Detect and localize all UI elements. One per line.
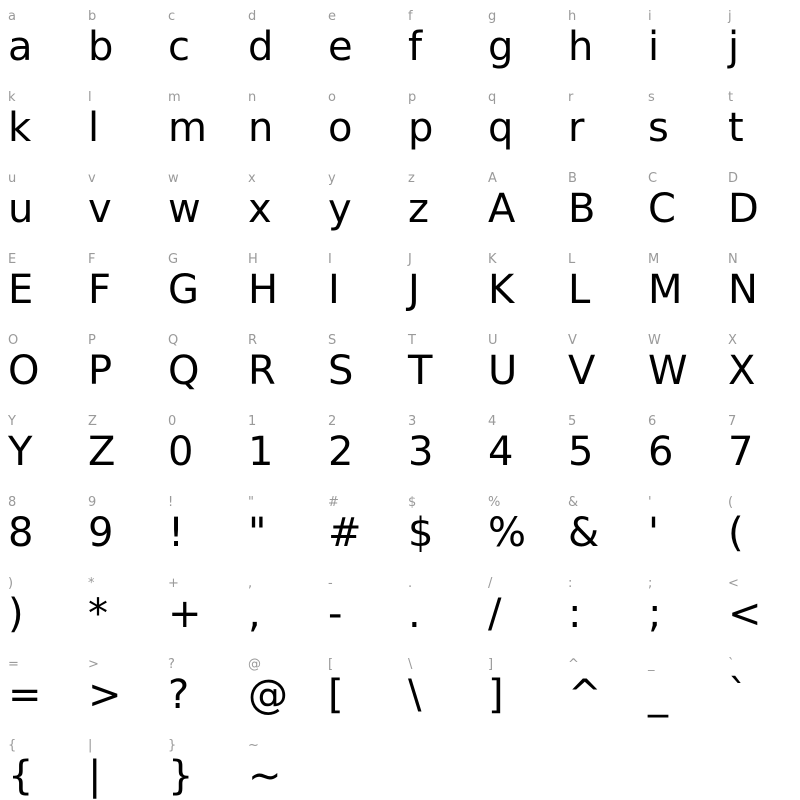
glyph-cell-label: 9: [88, 495, 97, 510]
glyph-cell: [640, 573, 720, 654]
glyph-cell-character: U: [488, 348, 518, 394]
glyph-cell-character: ~: [248, 753, 282, 799]
glyph-cell: [640, 330, 720, 411]
glyph-cell: [560, 6, 640, 87]
glyph-cell-character: :: [568, 591, 582, 637]
glyph-cell-label: V: [568, 333, 577, 348]
glyph-cell-character: @: [248, 672, 288, 718]
glyph-cell: [640, 87, 720, 168]
glyph-cell-label: W: [648, 333, 661, 348]
glyph-cell: [320, 6, 400, 87]
glyph-cell-label: g: [488, 9, 497, 24]
glyph-cell-character: %: [488, 510, 527, 556]
glyph-cell: [160, 492, 240, 573]
glyph-cell: [720, 168, 800, 249]
glyph-cell-label: G: [168, 252, 179, 267]
glyph-cell-character: i: [648, 24, 660, 70]
glyph-cell: [0, 6, 80, 87]
glyph-cell-label: A: [488, 171, 497, 186]
glyph-cell-label: l: [88, 90, 92, 105]
glyph-cell-label: d: [248, 9, 257, 24]
glyph-cell-label: n: [248, 90, 257, 105]
glyph-cell-character: B: [568, 186, 596, 232]
glyph-cell-character: 4: [488, 429, 514, 475]
glyph-cell-label: x: [248, 171, 256, 186]
glyph-cell-label: .: [408, 576, 413, 591]
glyph-cell: [320, 87, 400, 168]
glyph-cell-label: <: [728, 576, 739, 591]
glyph-cell-label: C: [648, 171, 658, 186]
glyph-cell-character: F: [88, 267, 112, 313]
glyph-cell-character: C: [648, 186, 676, 232]
glyph-cell: [560, 654, 640, 735]
glyph-cell-character: 2: [328, 429, 354, 475]
glyph-cell: [560, 492, 640, 573]
glyph-cell: [480, 573, 560, 654]
glyph-cell-label: k: [8, 90, 16, 105]
glyph-cell-character: /: [488, 591, 502, 637]
glyph-cell: [400, 411, 480, 492]
glyph-cell-label: y: [328, 171, 336, 186]
glyph-cell-character: ?: [168, 672, 190, 718]
glyph-cell: [80, 87, 160, 168]
glyph-cell: [400, 6, 480, 87]
glyph-cell-character: -: [328, 591, 343, 637]
glyph-cell-label: U: [488, 333, 498, 348]
glyph-cell-character: h: [568, 24, 594, 70]
glyph-cell-character: b: [88, 24, 114, 70]
glyph-cell-label: @: [248, 657, 261, 672]
glyph-cell-character: X: [728, 348, 756, 394]
glyph-cell-label: b: [88, 9, 97, 24]
glyph-cell-label: F: [88, 252, 96, 267]
glyph-cell: [400, 654, 480, 735]
glyph-cell-character: [: [328, 672, 344, 718]
glyph-cell-character: !: [168, 510, 185, 556]
glyph-cell: [80, 411, 160, 492]
glyph-cell-label: p: [408, 90, 417, 105]
glyph-cell: [720, 492, 800, 573]
glyph-cell-character: 8: [8, 510, 34, 556]
glyph-cell-label: #: [328, 495, 339, 510]
glyph-cell-label: $: [408, 495, 417, 510]
glyph-cell-label: r: [568, 90, 574, 105]
glyph-cell: [80, 249, 160, 330]
glyph-cell-label: D: [728, 171, 739, 186]
glyph-cell-character: J: [408, 267, 420, 313]
glyph-cell: [480, 330, 560, 411]
glyph-cell: [640, 654, 720, 735]
glyph-cell-character: t: [728, 105, 744, 151]
glyph-cell: [640, 411, 720, 492]
glyph-cell-label: f: [408, 9, 413, 24]
glyph-cell-label: +: [168, 576, 179, 591]
glyph-cell-label: |: [88, 738, 93, 753]
glyph-cell-character: l: [88, 105, 100, 151]
glyph-cell-label: B: [568, 171, 577, 186]
glyph-cell: [480, 735, 560, 800]
glyph-cell: [160, 411, 240, 492]
glyph-cell-character: n: [248, 105, 274, 151]
glyph-cell: [0, 654, 80, 735]
glyph-cell-label: J: [408, 252, 412, 267]
glyph-cell-character: |: [88, 753, 102, 799]
glyph-cell: [80, 492, 160, 573]
glyph-cell: [160, 6, 240, 87]
glyph-cell: [640, 249, 720, 330]
glyph-cell-character: d: [248, 24, 274, 70]
glyph-cell-character: L: [568, 267, 591, 313]
glyph-cell-label: !: [168, 495, 174, 510]
glyph-cell-character: (: [728, 510, 744, 556]
glyph-cell-character: ^: [568, 672, 602, 718]
glyph-cell-label: %: [488, 495, 501, 510]
glyph-cell: [240, 411, 320, 492]
glyph-cell-character: V: [568, 348, 596, 394]
glyph-cell: [720, 6, 800, 87]
glyph-cell-character: D: [728, 186, 759, 232]
glyph-cell-character: 1: [248, 429, 274, 475]
glyph-cell-label: /: [488, 576, 493, 591]
glyph-cell-label: (: [728, 495, 734, 510]
glyph-cell-character: $: [408, 510, 434, 556]
glyph-cell: [720, 87, 800, 168]
glyph-cell-character: y: [328, 186, 352, 232]
glyph-cell: [240, 87, 320, 168]
glyph-cell-label: ^: [568, 657, 579, 672]
glyph-cell-label: T: [408, 333, 416, 348]
glyph-cell-label: Y: [8, 414, 16, 429]
glyph-cell-character: *: [88, 591, 108, 637]
glyph-cell: [240, 492, 320, 573]
glyph-cell-label: M: [648, 252, 660, 267]
glyph-cell-character: .: [408, 591, 421, 637]
glyph-cell-label: Q: [168, 333, 179, 348]
glyph-cell: [480, 492, 560, 573]
glyph-cell-label: \: [408, 657, 413, 672]
glyph-cell: [240, 654, 320, 735]
glyph-cell: [0, 168, 80, 249]
glyph-cell-character: w: [168, 186, 201, 232]
glyph-cell: [240, 573, 320, 654]
glyph-cell: [560, 87, 640, 168]
glyph-cell-label: 7: [728, 414, 737, 429]
glyph-cell-character: f: [408, 24, 423, 70]
glyph-cell-label: o: [328, 90, 336, 105]
glyph-cell: [240, 168, 320, 249]
glyph-cell-character: x: [248, 186, 272, 232]
glyph-cell: [320, 330, 400, 411]
glyph-cell-label: 5: [568, 414, 577, 429]
glyph-cell-label: q: [488, 90, 497, 105]
glyph-cell-character: #: [328, 510, 362, 556]
glyph-cell-character: ]: [488, 672, 504, 718]
glyph-cell-label: 6: [648, 414, 657, 429]
glyph-cell: [320, 573, 400, 654]
glyph-cell-label: ?: [168, 657, 175, 672]
glyph-cell-label: t: [728, 90, 734, 105]
glyph-cell-label: ': [648, 495, 652, 510]
glyph-cell: [560, 168, 640, 249]
glyph-cell-label: 0: [168, 414, 177, 429]
glyph-cell-character: g: [488, 24, 514, 70]
glyph-cell: [320, 168, 400, 249]
glyph-cell: [240, 249, 320, 330]
glyph-cell: [80, 735, 160, 800]
glyph-cell-character: W: [648, 348, 688, 394]
glyph-cell-label: P: [88, 333, 96, 348]
glyph-cell: [160, 87, 240, 168]
glyph-cell-label: I: [328, 252, 332, 267]
glyph-cell-label: O: [8, 333, 19, 348]
glyph-cell-label: u: [8, 171, 17, 186]
glyph-cell-label: c: [168, 9, 176, 24]
glyph-cell: [0, 573, 80, 654]
glyph-cell-label: E: [8, 252, 17, 267]
glyph-cell-character: ": [248, 510, 267, 556]
glyph-cell-character: ,: [248, 591, 261, 637]
glyph-cell-label: 1: [248, 414, 257, 429]
glyph-cell: [320, 492, 400, 573]
glyph-cell-character: 7: [728, 429, 754, 475]
glyph-cell-label: e: [328, 9, 336, 24]
glyph-cell-label: 4: [488, 414, 497, 429]
glyph-cell-label: N: [728, 252, 738, 267]
glyph-cell: [480, 249, 560, 330]
glyph-cell-character: H: [248, 267, 279, 313]
glyph-cell: [0, 492, 80, 573]
glyph-cell: [0, 735, 80, 800]
glyph-cell: [80, 168, 160, 249]
glyph-cell-label: ): [8, 576, 14, 591]
glyph-cell: [480, 87, 560, 168]
glyph-cell: [160, 735, 240, 800]
glyph-cell: [400, 249, 480, 330]
glyph-cell-label: -: [328, 576, 333, 591]
glyph-cell: [240, 735, 320, 800]
glyph-cell: [720, 735, 800, 800]
glyph-cell: [560, 330, 640, 411]
glyph-cell: [160, 168, 240, 249]
glyph-cell-character: _: [648, 672, 668, 718]
glyph-cell-label: H: [248, 252, 258, 267]
glyph-cell-label: S: [328, 333, 337, 348]
glyph-cell-character: =: [8, 672, 42, 718]
glyph-cell-character: ': [648, 510, 659, 556]
glyph-cell-character: k: [8, 105, 32, 151]
glyph-cell-character: 9: [88, 510, 114, 556]
glyph-cell-character: K: [488, 267, 515, 313]
glyph-cell-character: Q: [168, 348, 200, 394]
glyph-cell-character: a: [8, 24, 33, 70]
glyph-cell: [80, 6, 160, 87]
glyph-cell-character: Z: [88, 429, 116, 475]
glyph-cell-label: 3: [408, 414, 417, 429]
glyph-cell: [400, 168, 480, 249]
glyph-cell-label: [: [328, 657, 334, 672]
glyph-cell-label: ;: [648, 576, 653, 591]
glyph-cell: [0, 249, 80, 330]
glyph-cell-character: v: [88, 186, 112, 232]
glyph-cell-label: v: [88, 171, 96, 186]
glyph-cell: [320, 654, 400, 735]
glyph-cell-label: {: [8, 738, 17, 753]
glyph-cell-character: u: [8, 186, 34, 232]
glyph-cell-label: ~: [248, 738, 259, 753]
glyph-cell: [640, 492, 720, 573]
glyph-cell-character: o: [328, 105, 353, 151]
glyph-cell: [80, 654, 160, 735]
glyph-cell: [720, 249, 800, 330]
glyph-cell-character: m: [168, 105, 207, 151]
glyph-cell: [400, 87, 480, 168]
glyph-cell: [560, 573, 640, 654]
glyph-cell: [160, 654, 240, 735]
glyph-cell: [720, 573, 800, 654]
glyph-cell-character: z: [408, 186, 429, 232]
glyph-cell-character: q: [488, 105, 514, 151]
glyph-cell-label: ,: [248, 576, 253, 591]
glyph-cell: [80, 330, 160, 411]
glyph-cell: [480, 6, 560, 87]
glyph-cell-label: i: [648, 9, 652, 24]
glyph-cell-character: 0: [168, 429, 194, 475]
glyph-cell: [400, 330, 480, 411]
glyph-cell-label: w: [168, 171, 179, 186]
glyph-cell-character: E: [8, 267, 34, 313]
glyph-cell-label: }: [168, 738, 177, 753]
glyph-cell-character: >: [88, 672, 122, 718]
glyph-cell: [480, 411, 560, 492]
glyph-cell-character: s: [648, 105, 669, 151]
glyph-cell-label: R: [248, 333, 258, 348]
glyph-cell-label: Z: [88, 414, 97, 429]
glyph-cell-character: {: [8, 753, 34, 799]
glyph-cell-character: `: [728, 672, 748, 718]
glyph-cell-label: 8: [8, 495, 17, 510]
glyph-cell: [560, 411, 640, 492]
glyph-cell: [720, 411, 800, 492]
glyph-cell-character: }: [168, 753, 194, 799]
glyph-cell: [400, 492, 480, 573]
glyph-cell-label: *: [88, 576, 95, 591]
glyph-cell-label: ]: [488, 657, 494, 672]
glyph-cell-character: G: [168, 267, 199, 313]
glyph-cell: [720, 654, 800, 735]
glyph-cell: [320, 249, 400, 330]
glyph-cell-label: X: [728, 333, 737, 348]
glyph-cell-character: \: [408, 672, 422, 718]
glyph-cell-label: =: [8, 657, 19, 672]
glyph-cell-character: N: [728, 267, 758, 313]
glyph-cell-character: +: [168, 591, 202, 637]
glyph-cell: [240, 330, 320, 411]
glyph-cell-character: R: [248, 348, 276, 394]
glyph-cell-character: ): [8, 591, 24, 637]
glyph-cell-character: S: [328, 348, 354, 394]
glyph-cell: [0, 87, 80, 168]
glyph-cell-character: &: [568, 510, 600, 556]
glyph-cell-character: <: [728, 591, 762, 637]
glyph-cell-label: ": [248, 495, 254, 510]
glyph-cell-character: M: [648, 267, 683, 313]
glyph-cell-label: &: [568, 495, 579, 510]
glyph-cell-character: c: [168, 24, 190, 70]
glyph-cell-label: z: [408, 171, 415, 186]
glyph-cell-label: 2: [328, 414, 337, 429]
glyph-cell-character: P: [88, 348, 113, 394]
glyph-cell-label: h: [568, 9, 577, 24]
glyph-cell: [240, 6, 320, 87]
glyph-cell-character: 5: [568, 429, 594, 475]
glyph-cell-label: _: [648, 657, 655, 672]
glyph-cell-label: K: [488, 252, 497, 267]
glyph-cell-character: I: [328, 267, 340, 313]
glyph-cell: [560, 249, 640, 330]
glyph-cell-character: O: [8, 348, 40, 394]
glyph-cell: [720, 330, 800, 411]
glyph-cell-label: `: [728, 657, 735, 672]
glyph-cell-label: a: [8, 9, 16, 24]
glyph-cell-label: :: [568, 576, 573, 591]
glyph-cell: [480, 168, 560, 249]
glyph-cell-character: p: [408, 105, 434, 151]
glyph-cell-label: m: [168, 90, 181, 105]
glyph-cell: [400, 735, 480, 800]
glyph-cell-character: T: [408, 348, 433, 394]
glyph-cell: [320, 735, 400, 800]
glyph-cell: [400, 573, 480, 654]
glyph-cell-character: 3: [408, 429, 434, 475]
glyph-cell: [80, 573, 160, 654]
glyph-cell: [640, 735, 720, 800]
glyph-cell-character: A: [488, 186, 516, 232]
glyph-cell-label: s: [648, 90, 655, 105]
glyph-cell: [640, 6, 720, 87]
glyph-cell: [320, 411, 400, 492]
glyph-cell: [160, 249, 240, 330]
glyph-cell: [560, 735, 640, 800]
glyph-cell-character: j: [728, 24, 740, 70]
glyph-cell-character: r: [568, 105, 585, 151]
glyph-cell: [640, 168, 720, 249]
glyph-cell: [480, 654, 560, 735]
glyph-cell: [160, 573, 240, 654]
glyph-cell-character: e: [328, 24, 353, 70]
glyph-cell: [160, 330, 240, 411]
glyph-cell-character: ;: [648, 591, 662, 637]
glyph-cell-label: L: [568, 252, 576, 267]
glyph-cell-label: >: [88, 657, 99, 672]
glyph-cell-character: 6: [648, 429, 674, 475]
glyph-cell: [0, 330, 80, 411]
glyph-cell: [0, 411, 80, 492]
glyph-cell-character: Y: [8, 429, 33, 475]
glyph-cell-label: j: [728, 9, 732, 24]
